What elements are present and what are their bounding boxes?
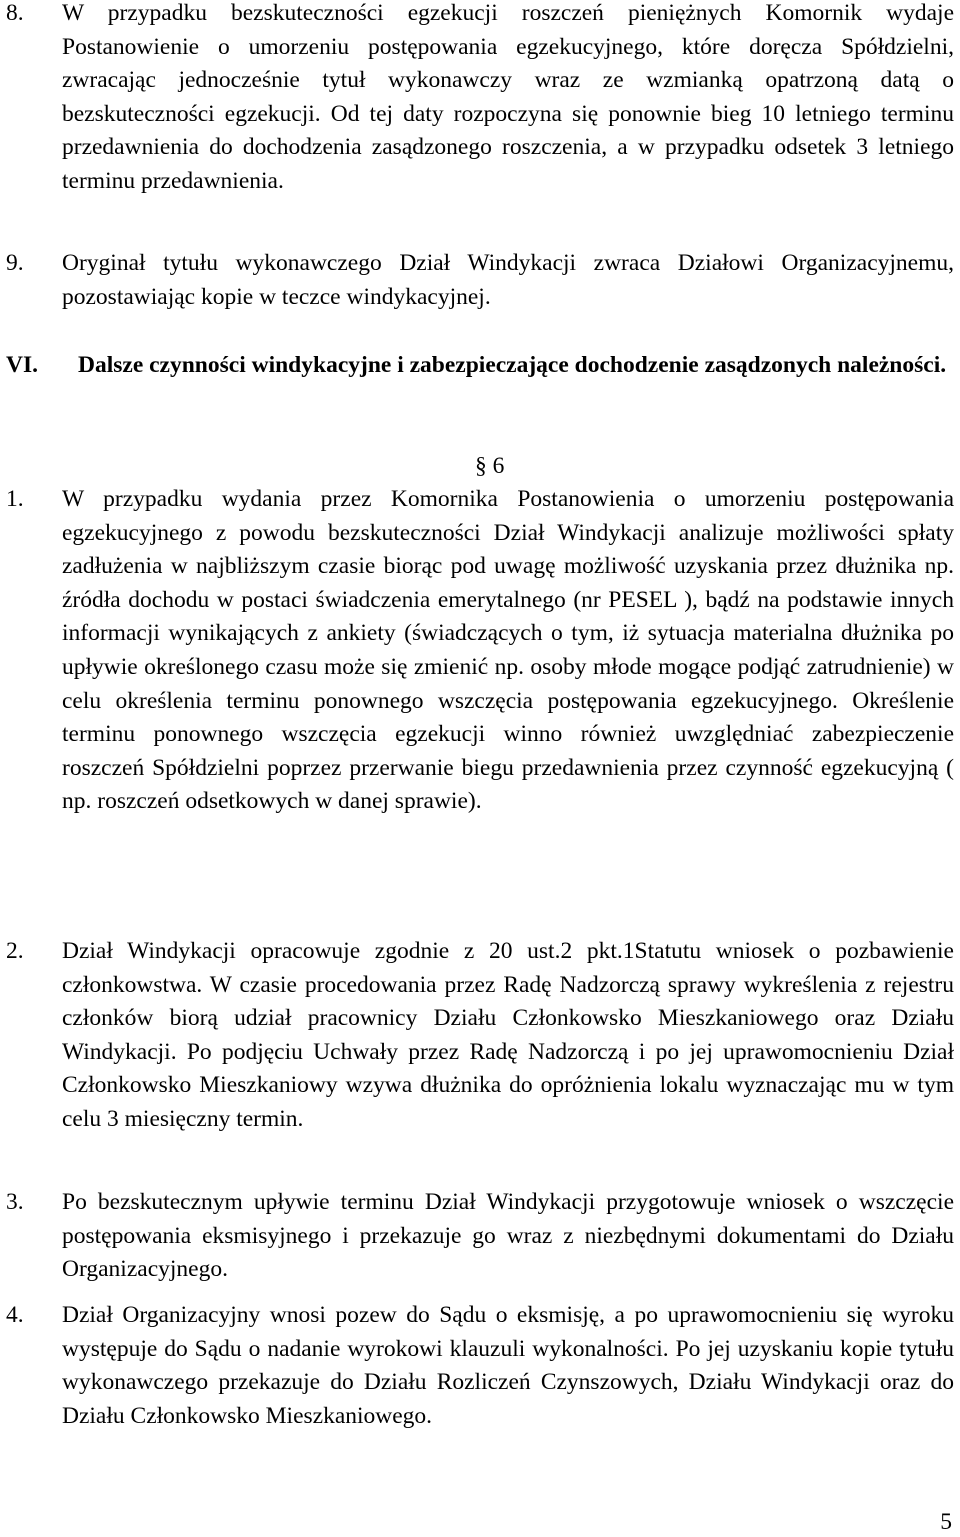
point-text: W przypadku wydania przez Komornika Postanowienia o umorzeniu postępowania egzekucyjnego z powodu bezskuteczności Dział Windykacji analizuje możliwości spłaty zadłużenia w najbliższym czasie biorąc pod uwagę możliwość uzyskania przez dłużnika np. źródła dochodu w postaci świadczenia emerytalnego (nr PESEL ), bądź na podstawie innych informacji wynikających z ankiety (świadczących o tym, iż sytuacja materialna dłużnika po upływie określonego czasu może się zmienić np. osoby młode mogące podjąć zatrudnienie) w celu określenia terminu ponownego wszczęcia postępowania egzekucyjnego. Określenie terminu ponownego wszczęcia egzekucji winno również uwzględniać zabezpieczenie roszczeń Spółdzielni poprzez przerwanie biegu przedawnienia przez czynność egzekucyjną ( np. roszczeń odsetkowych w danej sprawie). [62, 486, 954, 815]
item-number: 9. [6, 250, 24, 276]
point-number: 2. [6, 938, 24, 964]
paragraph-sign: § 6 [475, 453, 505, 479]
item-text: Oryginał tytułu wykonawczego Dział Windykacji zwraca Działowi Organizacyjnemu, pozostawiając kopie w teczce windykacyjnej. [62, 250, 954, 310]
point-number: 1. [6, 486, 24, 512]
item-text: W przypadku bezskuteczności egzekucji roszczeń pieniężnych Komornik wydaje Postanowienie o umorzeniu postępowania egzekucyjnego, które doręcza Spółdzielni, zwracając jednocześnie tytuł wykonawczy wraz ze wzmianką opatrzoną datą o bezskuteczności egzekucji. Od tej daty rozpoczyna się ponownie bieg 10 letniego terminu przedawnienia do dochodzenia zasądzonego roszczenia, a w przypadku odsetek 3 letniego terminu przedawnienia. [62, 0, 954, 194]
point-2 [6, 935, 954, 1137]
point-1 [6, 483, 954, 819]
list-item-9 [6, 247, 954, 314]
point-text: Po bezskutecznym upływie terminu Dział Windykacji przygotowuje wniosek o wszczęcie postępowania eksmisyjnego i przekazuje go wraz z niezbędnymi dokumentami do Działu Organizacyjnego. [62, 1189, 954, 1283]
section-title: Dalsze czynności windykacyjne i zabezpieczające dochodzenie zasądzonych należności. [78, 352, 947, 378]
section-heading [6, 349, 954, 383]
point-text: Dział Organizacyjny wnosi pozew do Sądu o eksmisję, a po uprawomocnieniu się wyroku występuje do Sądu o nadanie wyrokowi klauzuli wykonalności. Po jej uzyskaniu kopie tytułu wykonawczego przekazuje do Działu Rozliczeń Czynszowych, Działu Windykacji oraz do Działu Członkowsko Mieszkaniowego. [62, 1302, 954, 1429]
point-text: Dział Windykacji opracowuje zgodnie z 20 ust.2 pkt.1Statutu wniosek o pozbawienie członkowstwa. W czasie procedowania przez Radę Nadzorczą sprawy wykreślenia z rejestru członków biorą udział pracownicy Działu Członkowsko Mieszkaniowego oraz Działu Windykacji. Po podjęciu Uchwały przez Radę Nadzorczą i po jej uprawomocnieniu Dział Członkowsko Mieszkaniowy wzywa dłużnika do opróżnienia lokalu wyznaczając mu w tym celu 3 miesięczny termin. [62, 938, 954, 1132]
section-number: VI. [6, 352, 38, 378]
item-number: 8. [6, 0, 24, 26]
point-number: 4. [6, 1302, 24, 1328]
point-number: 3. [6, 1189, 24, 1215]
point-3 [6, 1186, 954, 1287]
page-number: 5 [940, 1509, 952, 1535]
list-item-8 [6, 0, 954, 199]
point-4 [6, 1299, 954, 1433]
